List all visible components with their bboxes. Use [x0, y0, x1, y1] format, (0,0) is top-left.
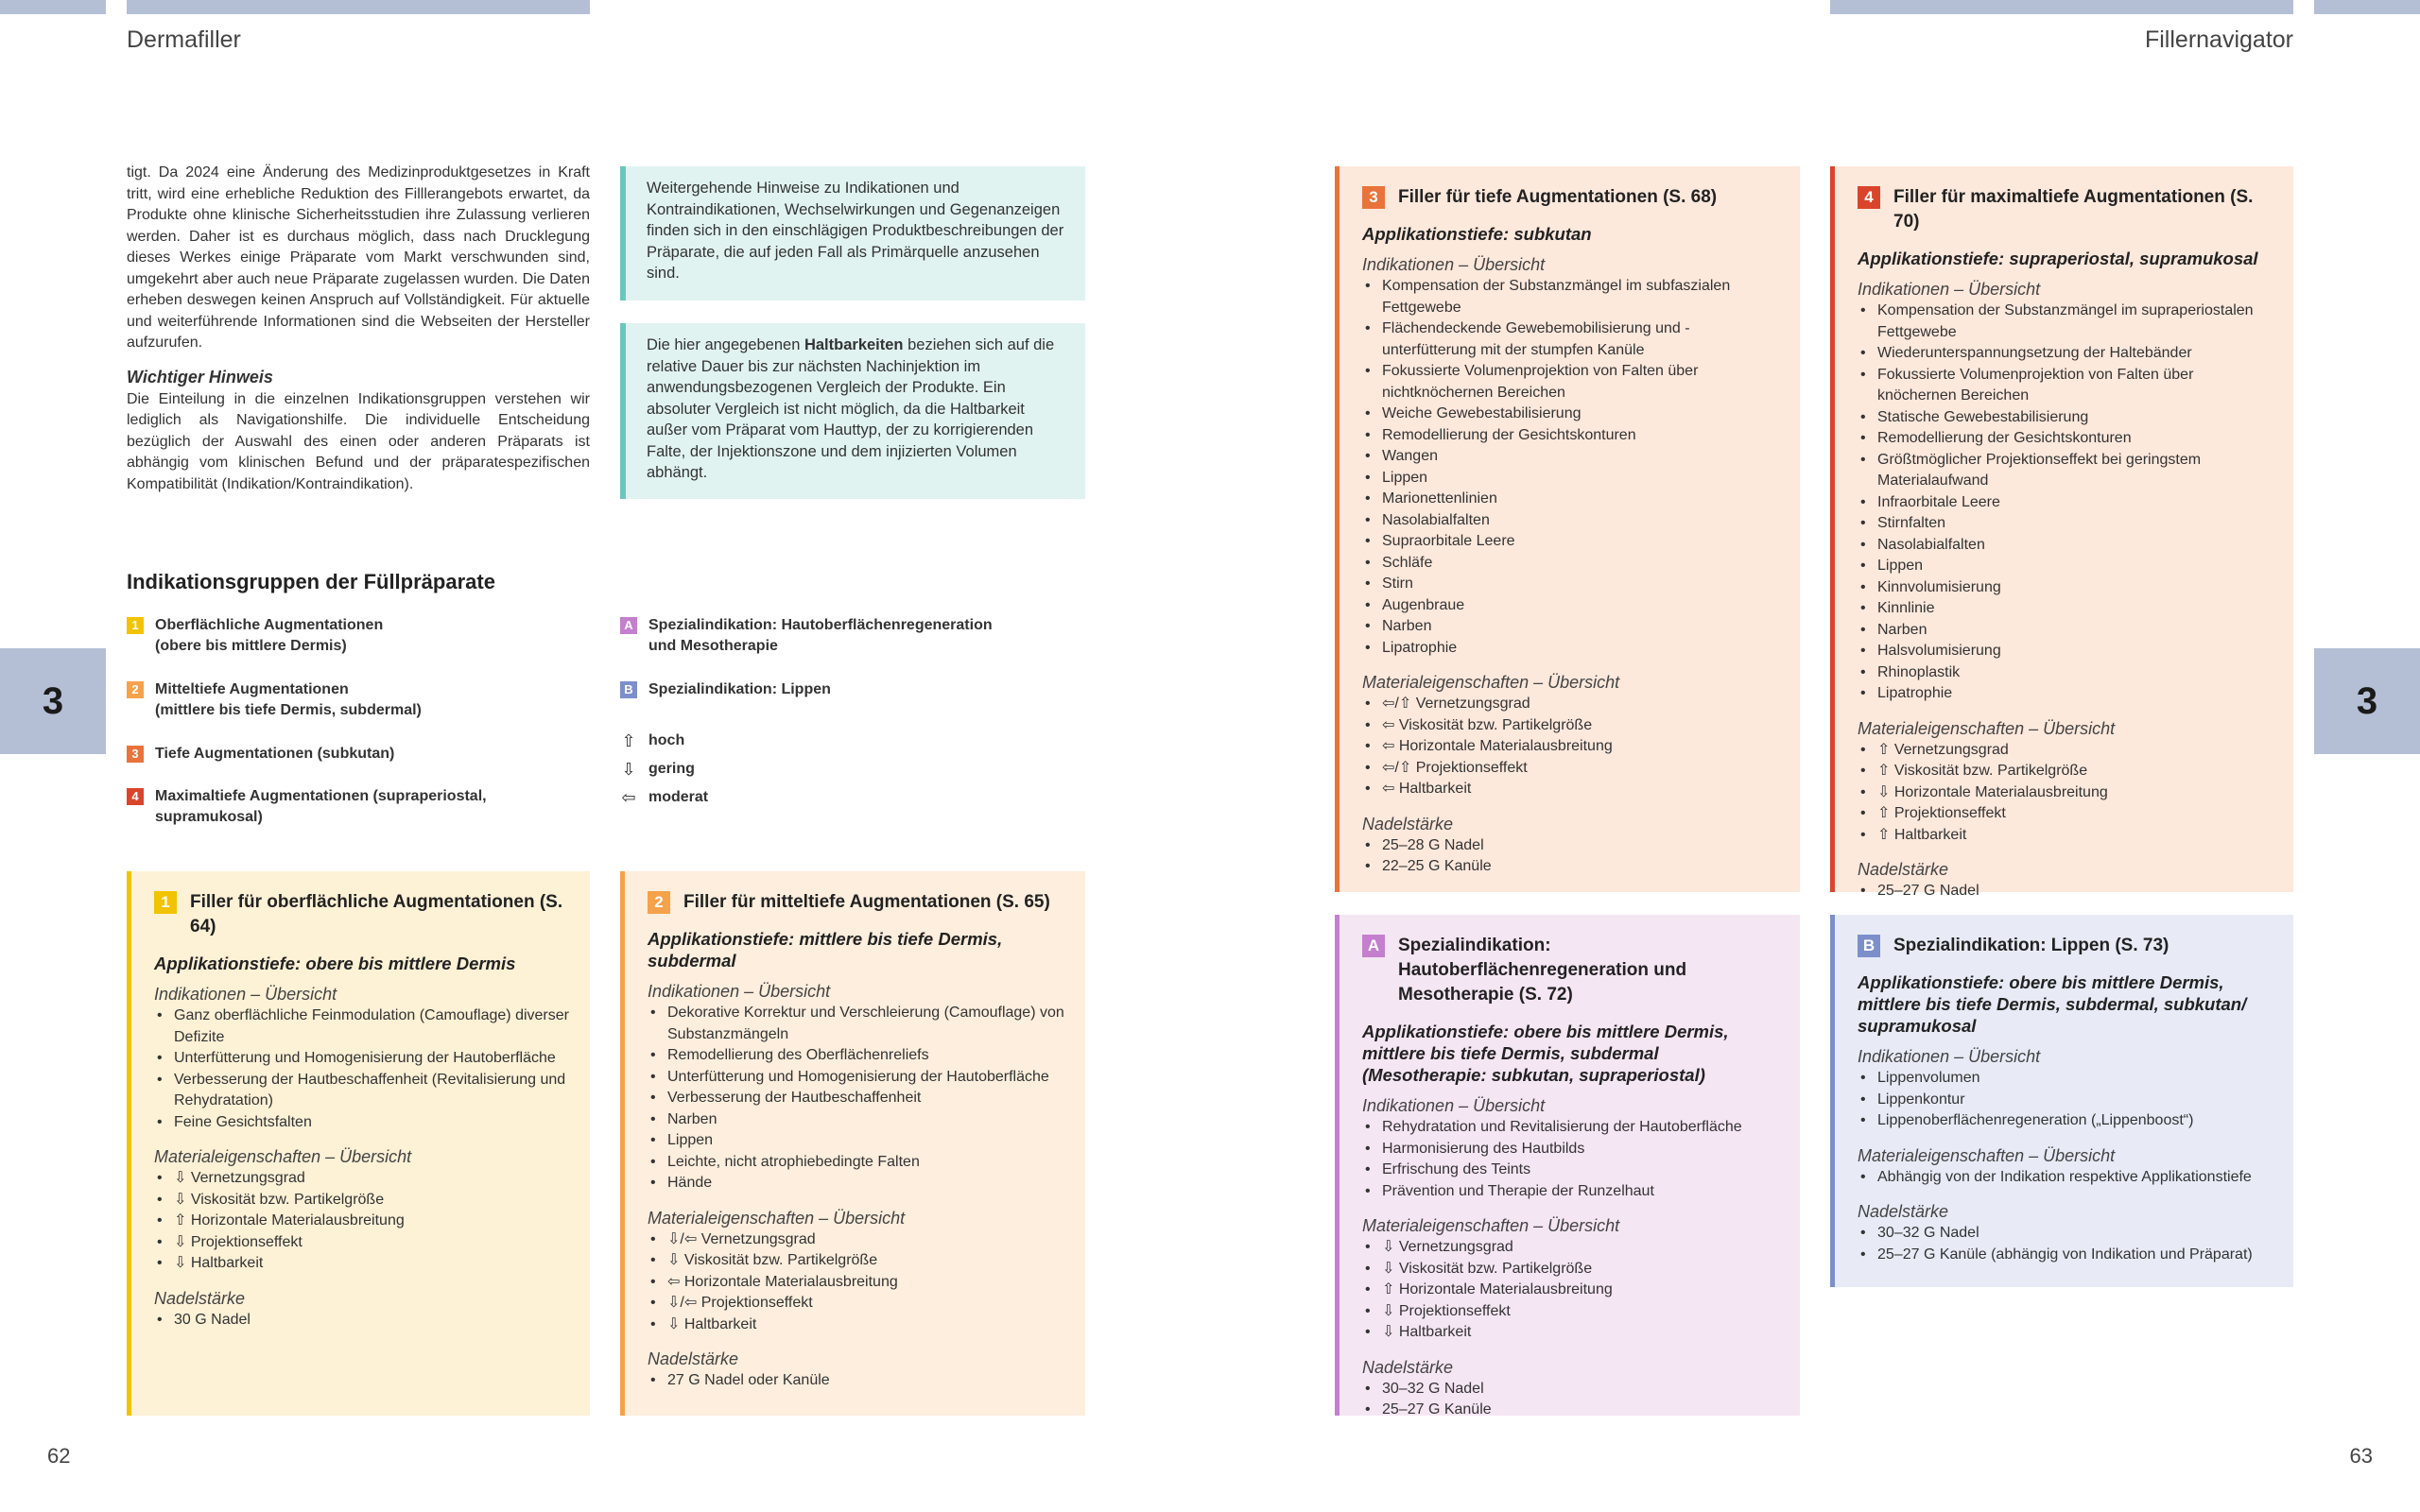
material-heading: Materialeigenschaften – Übersicht: [648, 1208, 906, 1228]
material-item: • ⇩ Projektionseffekt: [1362, 1301, 1779, 1323]
badge-2-icon: 2: [648, 891, 670, 914]
material-item: • ⇩/⇦ Projektionseffekt: [648, 1293, 1064, 1314]
legend-group-1-line2: (obere bis mittlere Dermis): [155, 638, 347, 654]
indication-item: • Kinnlinie: [1858, 598, 2273, 620]
legend-group-2-line1: Mitteltiefe Augmentationen: [155, 681, 349, 697]
material-item: • ⇩ Projektionseffekt: [154, 1232, 569, 1254]
indication-item: • Verbesserung der Hautbeschaffenheit (Revitalisierung und Rehydratation): [154, 1070, 569, 1112]
info-box-references: [620, 166, 1085, 301]
material-heading: Materialeigenschaften – Übersicht: [1858, 1145, 2116, 1165]
material-item: • ⇩ Viskosität bzw. Partikelgröße: [154, 1190, 569, 1211]
info-box-durability-pre: Die hier angegebenen: [647, 336, 804, 353]
indication-item: • Prävention und Therapie der Runzelhaut: [1362, 1181, 1779, 1203]
needle-list: [154, 1310, 569, 1332]
running-header-right: Fillernavigator: [2144, 26, 2293, 53]
indication-item: • Verbesserung der Hautbeschaffenheit: [648, 1088, 1064, 1109]
chapter-tab-right: 3: [2314, 648, 2420, 754]
material-item: • ⇩ Viskosität bzw. Partikelgröße: [648, 1250, 1064, 1272]
needle-list: [1362, 835, 1779, 878]
legend-group-3: [127, 744, 394, 765]
legend-arrow-moderate: [620, 787, 708, 808]
indications-heading: Indikationen – Übersicht: [1858, 1047, 2041, 1066]
application-depth: Applikationstiefe: subkutan: [1362, 224, 1592, 244]
badge-1-icon: 1: [154, 891, 177, 914]
indication-item: • Stirn: [1362, 574, 1779, 595]
badge-a-icon: A: [620, 617, 637, 634]
indication-item: • Nasolabialfalten: [1858, 535, 2273, 557]
indication-item: • Marionettenlinien: [1362, 489, 1779, 510]
legend-group-b-line1: Spezialindikation: Lippen: [648, 681, 831, 697]
badge-4-icon: 4: [127, 788, 144, 805]
indication-item: • Schläfe: [1362, 553, 1779, 575]
indication-item: • Kompensation der Substanzmängel im subfaszialen Fettgewebe: [1362, 276, 1779, 318]
needle-item: • 22–25 G Kanüle: [1362, 856, 1779, 878]
indication-item: • Ganz oberflächliche Feinmodulation (Camouflage) diverser Defizite: [154, 1005, 569, 1048]
indication-item: • Rehydratation und Revitalisierung der Hautoberfläche: [1362, 1117, 1779, 1139]
card-header: [648, 890, 1064, 915]
indication-item: • Remodellierung der Gesichtskonturen: [1858, 428, 2273, 450]
material-item: • ⇦/⇧ Projektionseffekt: [1362, 758, 1779, 780]
indication-item: • Erfrischung des Teints: [1362, 1160, 1779, 1181]
indication-item: • Remodellierung des Oberflächenreliefs: [648, 1045, 1064, 1067]
material-item: • ⇩ Haltbarkeit: [648, 1314, 1064, 1336]
material-item: • ⇩ Vernetzungsgrad: [1362, 1237, 1779, 1259]
indication-item: • Lipatrophie: [1362, 638, 1779, 660]
needle-heading: Nadelstärke: [1362, 814, 1454, 833]
hint-paragraph: Die Einteilung in die einzelnen Indikationsgruppen verstehen wir lediglich als Navigationshilfe. Die individuelle Entscheidung bezüglich der Auswahl des einen oder anderen Präparats ist abhängig vom klinischen Befund und der präparatespezifischen Kompatibilität (Indikation/Kontraindikation).: [127, 390, 590, 492]
needle-list: [1362, 1379, 1779, 1421]
groups-title: Indikationsgruppen der Füllpräparate: [127, 570, 495, 593]
card-header: [1858, 185, 2273, 234]
indication-item: • Narben: [1362, 616, 1779, 638]
material-item: • ⇦ Viskosität bzw. Partikelgröße: [1362, 715, 1779, 737]
needle-heading: Nadelstärke: [1858, 1202, 1949, 1221]
badge-3-icon: 3: [127, 746, 144, 763]
material-item: • ⇧ Projektionseffekt: [1858, 803, 2273, 825]
page-number-left: 62: [47, 1444, 71, 1468]
indication-item: • Infraorbitale Leere: [1858, 492, 2273, 514]
card-header: [1362, 934, 1779, 1007]
material-item: • ⇧ Viskosität bzw. Partikelgröße: [1858, 761, 2273, 782]
arrow-left-icon: ⇦: [621, 788, 636, 807]
material-item: • ⇧ Vernetzungsgrad: [1858, 740, 2273, 762]
application-depth: Applikationstiefe: obere bis mittlere Dermis, mittlere bis tiefe Dermis, subdermal (Mesotherapie: subkutan, supraperiostal): [1362, 1022, 1729, 1085]
needle-heading: Nadelstärke: [1362, 1357, 1454, 1377]
needle-item: • 25–27 G Kanüle: [1362, 1400, 1779, 1421]
indication-item: • Halsvolumisierung: [1858, 641, 2273, 662]
needle-item: • 30–32 G Nadel: [1362, 1379, 1779, 1400]
card-title: Filler für tiefe Augmentationen (S. 68): [1398, 187, 1718, 207]
card-title: Filler für mitteltiefe Augmentationen (S. 65): [683, 892, 1050, 912]
intro-column: [127, 163, 590, 495]
indications-heading: Indikationen – Übersicht: [1362, 1096, 1546, 1115]
material-item: • ⇩ Viskosität bzw. Partikelgröße: [1362, 1259, 1779, 1280]
badge-b-icon: B: [620, 681, 637, 698]
material-item: • Abhängig von der Indikation respektive Applikationstiefe: [1858, 1167, 2273, 1189]
needle-list: [1858, 1223, 2273, 1265]
card-title: Filler für maximaltiefe Augmentationen (S. 70): [1893, 187, 2254, 232]
material-item: • ⇩ Haltbarkeit: [154, 1253, 569, 1275]
indications-heading: Indikationen – Übersicht: [1362, 255, 1546, 274]
indications-list: [1362, 276, 1779, 659]
legend-arrow-high-label: hoch: [648, 732, 685, 748]
legend-arrow-high: [620, 730, 684, 751]
indication-item: • Fokussierte Volumenprojektion von Falten über knöchernen Bereichen: [1858, 365, 2273, 407]
indication-item: • Lippenvolumen: [1858, 1068, 2273, 1090]
badge-3-icon: 3: [1362, 186, 1385, 209]
material-list: [154, 1168, 569, 1275]
legend-group-4: [127, 786, 487, 828]
material-heading: Materialeigenschaften – Übersicht: [1362, 1216, 1620, 1235]
material-item: • ⇦ Horizontale Materialausbreitung: [648, 1272, 1064, 1294]
badge-1-icon: 1: [127, 617, 144, 634]
indication-item: • Unterfütterung und Homogenisierung der Hautoberfläche: [648, 1067, 1064, 1089]
material-list: [1858, 740, 2273, 847]
indication-item: • Rhinoplastik: [1858, 662, 2273, 684]
card-header: [154, 890, 569, 939]
material-item: • ⇧ Horizontale Materialausbreitung: [1362, 1280, 1779, 1301]
indications-list: [1858, 1068, 2273, 1132]
indications-heading: Indikationen – Übersicht: [154, 985, 337, 1004]
legend-arrow-low: [620, 759, 695, 780]
indication-item: • Lippen: [1858, 556, 2273, 577]
indication-item: • Lipatrophie: [1858, 683, 2273, 705]
material-list: [1362, 694, 1779, 800]
filler-card-2: [620, 871, 1085, 1416]
indication-item: • Feine Gesichtsfalten: [154, 1112, 569, 1134]
card-title: Filler für oberflächliche Augmentationen (S. 64): [190, 892, 563, 936]
indication-item: • Lippenkontur: [1858, 1090, 2273, 1111]
indication-item: • Kinnvolumisierung: [1858, 577, 2273, 599]
indication-item: • Lippenoberflächenregeneration („Lippenboost“): [1858, 1110, 2273, 1132]
top-bar-right-tab: [2314, 0, 2420, 14]
chapter-tab-left: 3: [0, 648, 106, 754]
legend-group-a: [620, 615, 993, 657]
application-depth: Applikationstiefe: mittlere bis tiefe Dermis, subdermal: [648, 929, 1003, 971]
needle-item: • 25–28 G Nadel: [1362, 835, 1779, 857]
info-box-durability-post: beziehen sich auf die relative Dauer bis zur nächsten Nachinjektion im anwendungsbezogenen Vergleich der Produkte. Ein absoluter Vergleich ist nicht möglich, da die Haltbarkeit außer vom Präparat vom Hauttyp, der zu korrigierenden Falte, der Injektionszone und dem injizierten Volumen abhängt.: [647, 336, 1055, 481]
legend-group-a-line1: Spezialindikation: Hautoberflächenregeneration: [648, 617, 993, 633]
material-list: [648, 1229, 1064, 1336]
indication-item: • Lippen: [648, 1130, 1064, 1152]
indication-item: • Nasolabialfalten: [1362, 510, 1779, 532]
material-item: • ⇩/⇦ Vernetzungsgrad: [648, 1229, 1064, 1251]
indication-item: • Lippen: [1362, 468, 1779, 490]
intro-paragraph: tigt. Da 2024 eine Änderung des Medizinproduktgesetzes in Kraft tritt, wird eine erhebliche Reduktion des Filllerangebots erwartet, da Produkte ohne klinische Sicherheitsstudien ihre Zulassung verlieren werden. Daher ist es durchaus möglich, dass nach Drucklegung dieses Werkes einige Präparate vom Markt verschwunden sind, umgekehrt aber auch neue Präparate zugelassen wurden. Die Daten erheben deswegen keinen Anspruch auf Vollständigkeit. Für aktuelle und weiterführende Informationen sind die Webseiten der Hersteller aufzurufen.: [127, 164, 590, 351]
badge-b-icon: B: [1858, 935, 1880, 957]
indications-heading: Indikationen – Übersicht: [648, 982, 831, 1001]
needle-heading: Nadelstärke: [154, 1288, 246, 1308]
card-header: [1362, 185, 1779, 210]
material-item: • ⇧ Haltbarkeit: [1858, 825, 2273, 847]
legend-group-2: [127, 679, 422, 721]
top-bar-left-tab: [0, 0, 106, 14]
material-heading: Materialeigenschaften – Übersicht: [1362, 673, 1620, 692]
material-item: • ⇩ Horizontale Materialausbreitung: [1858, 782, 2273, 804]
needle-item: • 30–32 G Nadel: [1858, 1223, 2273, 1245]
application-depth: Applikationstiefe: supraperiostal, supramukosal: [1858, 249, 2258, 268]
indication-item: • Statische Gewebestabilisierung: [1858, 407, 2273, 429]
top-bar-right: [1830, 0, 2293, 14]
needle-heading: Nadelstärke: [1858, 860, 1949, 879]
indication-item: • Narben: [648, 1109, 1064, 1131]
legend-arrow-low-label: gering: [648, 761, 695, 777]
indication-item: • Wangen: [1362, 446, 1779, 468]
material-item: • ⇦/⇧ Vernetzungsgrad: [1362, 694, 1779, 715]
indication-item: • Narben: [1858, 620, 2273, 642]
legend-group-b: [620, 679, 831, 700]
material-item: • ⇦ Haltbarkeit: [1362, 779, 1779, 800]
material-item: • ⇧ Horizontale Materialausbreitung: [154, 1211, 569, 1232]
card-title: Spezialindikation: Lippen (S. 73): [1893, 936, 2169, 955]
legend-group-1-line1: Oberflächliche Augmentationen: [155, 617, 384, 633]
indication-item: • Kompensation der Substanzmängel im supraperiostalen Fettgewebe: [1858, 301, 2273, 343]
filler-card-4: [1830, 166, 2293, 899]
badge-4-icon: 4: [1858, 186, 1880, 209]
filler-card-a: [1335, 915, 1800, 1416]
arrow-up-icon: ⇧: [621, 731, 636, 750]
needle-list: [1858, 881, 2273, 902]
indications-heading: Indikationen – Übersicht: [1858, 280, 2041, 299]
top-bar-left: [127, 0, 590, 14]
material-list: [1858, 1167, 2273, 1189]
indications-list: [1362, 1117, 1779, 1202]
material-item: • ⇩ Vernetzungsgrad: [154, 1168, 569, 1190]
material-list: [1362, 1237, 1779, 1344]
card-title: Spezialindikation: Hautoberflächenregeneration und Mesotherapie (S. 72): [1398, 936, 1687, 1005]
needle-heading: Nadelstärke: [648, 1349, 739, 1368]
card-header: [1858, 934, 2273, 958]
application-depth: Applikationstiefe: obere bis mittlere Dermis, mittlere bis tiefe Dermis, subdermal, subkutan/ supramukosal: [1858, 972, 2247, 1036]
material-heading: Materialeigenschaften – Übersicht: [154, 1147, 412, 1166]
legend-group-1: [127, 615, 383, 657]
indications-list: [154, 1005, 569, 1133]
indication-item: • Supraorbitale Leere: [1362, 531, 1779, 553]
indication-item: • Harmonisierung des Hautbilds: [1362, 1139, 1779, 1160]
page-number-right: 63: [2349, 1444, 2373, 1468]
legend-arrow-moderate-label: moderat: [648, 789, 709, 805]
indications-list: [648, 1003, 1064, 1194]
info-box-durability: [620, 323, 1085, 499]
running-header-left: Dermafiller: [127, 26, 241, 53]
indication-item: • Stirnfalten: [1858, 513, 2273, 535]
application-depth: Applikationstiefe: obere bis mittlere Dermis: [154, 954, 516, 973]
legend-group-2-line2: (mittlere bis tiefe Dermis, subdermal): [155, 702, 422, 718]
legend-group-3-line1: Tiefe Augmentationen (subkutan): [155, 746, 395, 762]
badge-a-icon: A: [1362, 935, 1385, 957]
indication-item: • Remodellierung der Gesichtskonturen: [1362, 425, 1779, 447]
info-box-durability-bold: Haltbarkeiten: [804, 336, 904, 353]
needle-list: [648, 1370, 1064, 1392]
needle-item: • 25–27 G Nadel: [1858, 881, 2273, 902]
indication-item: • Wiederunterspannungsetzung der Haltebänder: [1858, 343, 2273, 365]
indication-item: • Augenbraue: [1362, 595, 1779, 617]
legend-group-4-line2: supramukosal): [155, 809, 263, 825]
indication-item: • Weiche Gewebestabilisierung: [1362, 404, 1779, 425]
hint-title: Wichtiger Hinweis: [127, 367, 273, 387]
needle-item: • 27 G Nadel oder Kanüle: [648, 1370, 1064, 1392]
material-heading: Materialeigenschaften – Übersicht: [1858, 718, 2116, 738]
legend-group-a-line2: und Mesotherapie: [648, 638, 778, 654]
needle-item: • 25–27 G Kanüle (abhängig von Indikation und Präparat): [1858, 1245, 2273, 1266]
indication-item: • Größtmöglicher Projektionseffekt bei geringstem Materialaufwand: [1858, 450, 2273, 492]
filler-card-1: [127, 871, 590, 1416]
material-item: • ⇩ Haltbarkeit: [1362, 1322, 1779, 1344]
legend-group-4-line1: Maximaltiefe Augmentationen (supraperiostal,: [155, 788, 487, 804]
material-item: • ⇦ Horizontale Materialausbreitung: [1362, 736, 1779, 758]
badge-2-icon: 2: [127, 681, 144, 698]
indication-item: • Flächendeckende Gewebemobilisierung und -unterfütterung mit der stumpfen Kanüle: [1362, 318, 1779, 361]
info-box-references-text: Weitergehende Hinweise zu Indikationen und Kontraindikationen, Wechselwirkungen und Gegenanzeigen finden sich in den einschlägigen Produktbeschreibungen der Präparate, die auf jeden Fall als Primärquelle anzusehen sind.: [647, 180, 1064, 282]
indication-item: • Fokussierte Volumenprojektion von Falten über nichtknöchernen Bereichen: [1362, 361, 1779, 404]
indication-item: • Leichte, nicht atrophiebedingte Falten: [648, 1152, 1064, 1174]
needle-item: • 30 G Nadel: [154, 1310, 569, 1332]
filler-card-3: [1335, 166, 1800, 892]
arrow-down-icon: ⇩: [621, 760, 636, 779]
indications-list: [1858, 301, 2273, 705]
filler-card-b: [1830, 915, 2293, 1287]
indication-item: • Unterfütterung und Homogenisierung der Hautoberfläche: [154, 1048, 569, 1070]
indication-item: • Dekorative Korrektur und Verschleierung (Camouflage) von Substanzmängeln: [648, 1003, 1064, 1045]
indication-item: • Hände: [648, 1173, 1064, 1194]
